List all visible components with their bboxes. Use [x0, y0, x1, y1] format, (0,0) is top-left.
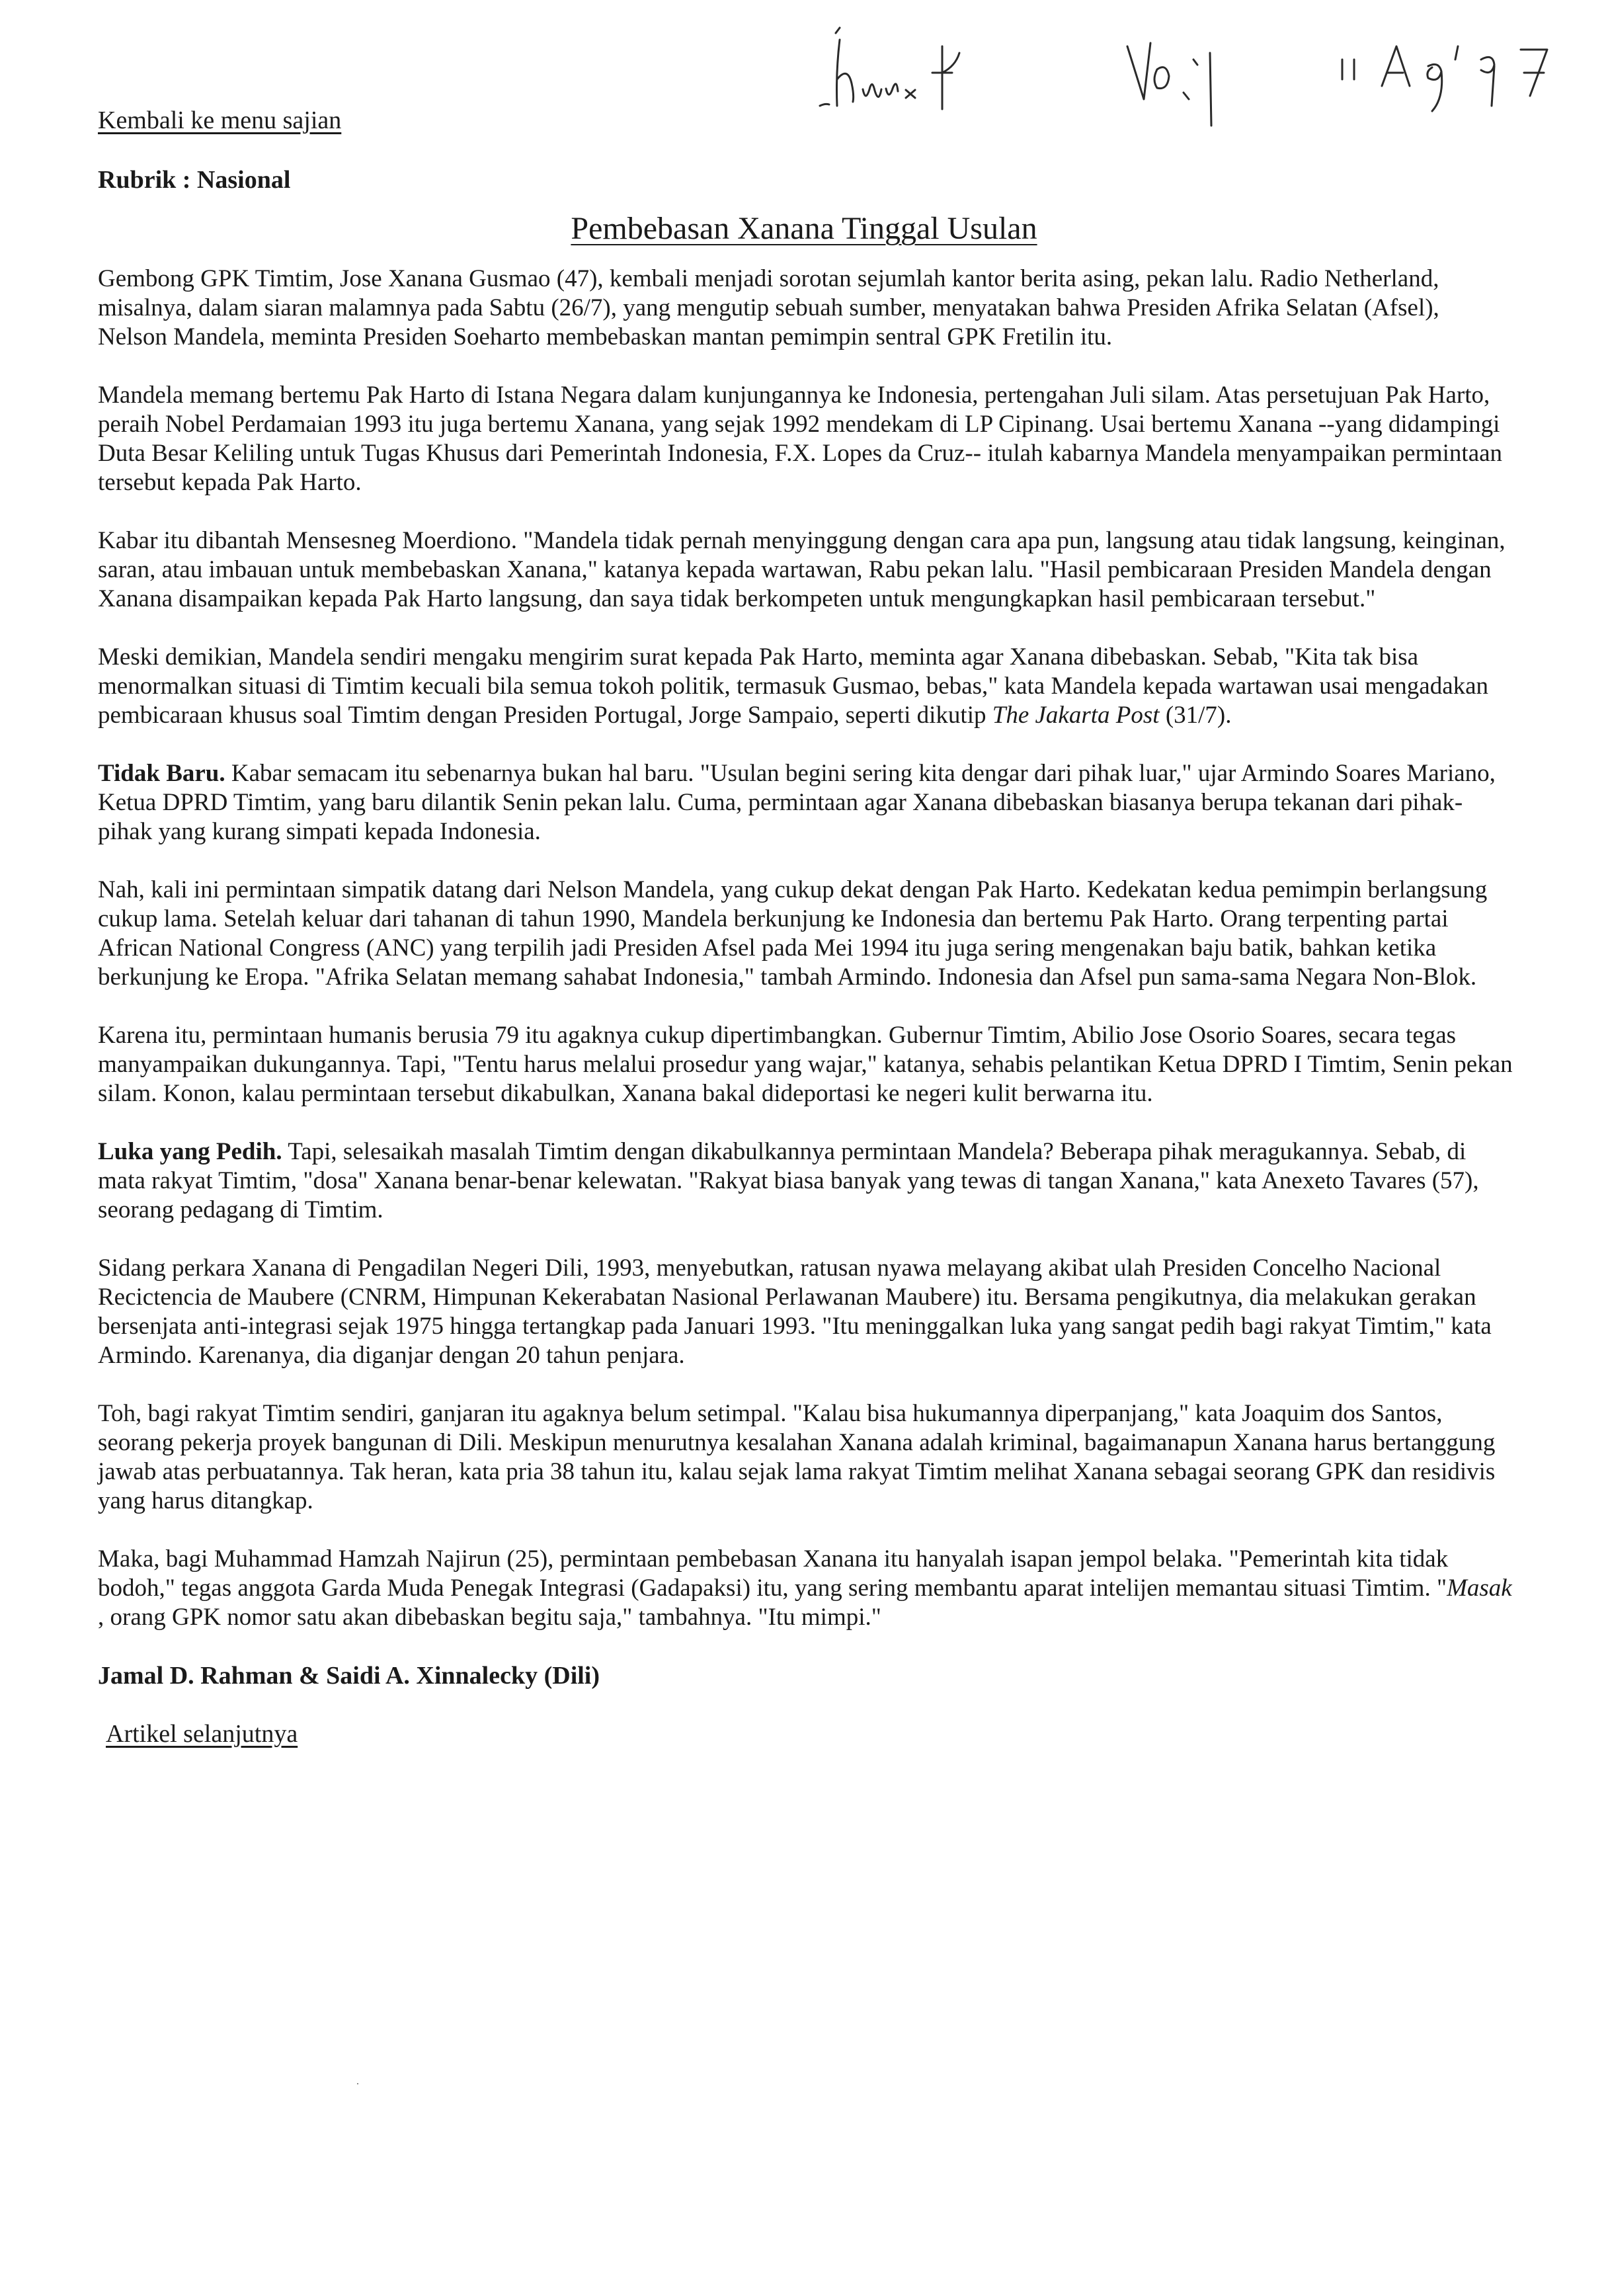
rubric-label: Rubrik : Nasional: [98, 166, 291, 194]
handwritten-note: [813, 20, 1574, 132]
article-paragraph: [98, 1137, 1513, 1225]
article-paragraph: [98, 1545, 1513, 1632]
article-title: Pembebasan Xanana Tinggal Usulan: [571, 211, 1037, 246]
article-paragraph: [98, 643, 1513, 730]
publication-name: The Jakarta Post: [992, 702, 1160, 729]
next-article-link[interactable]: Artikel selanjutnya: [106, 1720, 298, 1748]
article-body: [98, 265, 1513, 1749]
section-lead: Tidak Baru.: [98, 760, 225, 787]
paragraph-text: Kabar semacam itu sebenarnya bukan hal baru. "Usulan begini sering kita dengar dari pihak luar," ujar Armindo Soares Mariano, Ketua DPRD Timtim, yang baru dilantik Senin pekan lalu. Cuma, permintaan agar Xanana dibebaskan biasanya berupa tekanan dari pihak-pihak yang kurang simpati kepada Indonesia.: [98, 760, 1496, 845]
paragraph-text: Karena itu, permintaan humanis berusia 79 itu agaknya cukup dipertimbangkan. Gubernur Timtim, Abilio Jose Osorio Soares, secara tegas manyampaikan dukungannya. Tapi, "Tentu harus melalui prosedur yang wajar," katanya, sehabis pelantikan Ketua DPRD I Timtim, Senin pekan silam. Konon, kalau permintaan tersebut dikabulkan, Xanana bakal dideportasi ke negeri kulit berwarna itu.: [98, 1022, 1513, 1107]
article-paragraph: [98, 265, 1513, 352]
article-paragraph: [98, 1021, 1513, 1108]
article-paragraph: [98, 526, 1513, 614]
article-paragraph: [98, 1399, 1513, 1516]
paragraph-text: Sidang perkara Xanana di Pengadilan Negeri Dili, 1993, menyebutkan, ratusan nyawa melayang akibat ulah Presiden Concelho Nacional Recictencia de Maubere (CNRM, Himpunan Kekerabatan Nasional Perlawanan Maubere) itu. Bersama pengikutnya, dia melakukan gerakan bersenjata anti-integrasi sejak 1975 hingga tertangkap pada Januari 1993. "Itu meninggalkan luka yang sangat pedih bagi rakyat Timtim," kata Armindo. Karenanya, dia diganjar dengan 20 tahun penjara.: [98, 1254, 1492, 1369]
handwritten-note-drawing: [813, 20, 1574, 132]
paragraph-text: Toh, bagi rakyat Timtim sendiri, ganjaran itu agaknya belum setimpal. "Kalau bisa hukumannya diperpanjang," kata Joaquim dos Santos, seorang pekerja proyek bangunan di Dili. Meskipun menurutnya kesalahan Xanana adalah kriminal, bagaimanapun Xanana harus bertanggung jawab atas perbuatannya. Tak heran, kata pria 38 tahun itu, kalau sejak lama rakyat Timtim melihat Xanana sebagai seorang GPK dan residivis yang harus ditangkap.: [98, 1400, 1496, 1514]
paragraph-text: Nah, kali ini permintaan simpatik datang dari Nelson Mandela, yang cukup dekat dengan Pak Harto. Kedekatan kedua pemimpin berlangsung cukup lama. Setelah keluar dari tahanan di tahun 1990, Mandela berkunjung ke Indonesia dan bertemu Pak Harto. Orang terpenting partai African National Congress (ANC) yang terpilih jadi Presiden Afsel pada Mei 1994 itu juga sering mengenakan baju batik, bahkan ketika berkunjung ke Eropa. "Afrika Selatan memang sahabat Indonesia," tambah Armindo. Indonesia dan Afsel pun sama-sama Negara Non-Blok.: [98, 876, 1488, 991]
article-paragraph: [98, 1254, 1513, 1370]
paragraph-text: Mandela memang bertemu Pak Harto di Istana Negara dalam kunjungannya ke Indonesia, pertengahan Juli silam. Atas persetujuan Pak Harto, peraih Nobel Perdamaian 1993 itu juga bertemu Xanana, yang sejak 1992 mendekam di LP Cipinang. Usai bertemu Xanana --yang didampingi Duta Besar Keliling untuk Tugas Khusus dari Pemerintah Indonesia, F.X. Lopes da Cruz-- itulah kabarnya Mandela menyampaikan permintaan tersebut kepada Pak Harto.: [98, 382, 1503, 496]
back-to-menu-link[interactable]: Kembali ke menu sajian: [98, 106, 342, 134]
paragraph-text-tail: (31/7).: [1159, 702, 1232, 729]
emphasis-word: Masak: [1447, 1575, 1512, 1602]
paragraph-text: Maka, bagi Muhammad Hamzah Najirun (25), permintaan pembebasan Xanana itu hanyalah isapan jempol belaka. "Pemerintah kita tidak bodoh," tegas anggota Garda Muda Penegak Integrasi (Gadapaksi) itu, yang sering membantu aparat intelijen memantau situasi Timtim. ": [98, 1545, 1449, 1602]
byline: Jamal D. Rahman & Saidi A. Xinnalecky (Dili): [98, 1662, 600, 1690]
article-paragraph: [98, 381, 1513, 497]
scan-speck: [357, 2083, 358, 2084]
article-paragraph: [98, 759, 1513, 846]
paragraph-text: Meski demikian, Mandela sendiri mengaku mengirim surat kepada Pak Harto, meminta agar Xanana dibebaskan. Sebab, "Kita tak bisa menormalkan situasi di Timtim kecuali bila semua tokoh politik, termasuk Gusmao, bebas," kata Mandela kepada wartawan usai mengadakan pembicaraan khusus soal Timtim dengan Presiden Portugal, Jorge Sampaio, seperti dikutip: [98, 643, 1489, 729]
article-paragraph: [98, 876, 1513, 992]
paragraph-text: Gembong GPK Timtim, Jose Xanana Gusmao (47), kembali menjadi sorotan sejumlah kantor berita asing, pekan lalu. Radio Netherland, misalnya, dalam siaran malamnya pada Sabtu (26/7), yang mengutip sebuah sumber, menyatakan bahwa Presiden Afrika Selatan (Afsel), Nelson Mandela, meminta Presiden Soeharto membebaskan mantan pemimpin sentral GPK Fretilin itu.: [98, 265, 1439, 350]
section-lead: Luka yang Pedih.: [98, 1138, 282, 1165]
paragraph-text: Kabar itu dibantah Mensesneg Moerdiono. "Mandela tidak pernah menyinggung dengan cara apa pun, langsung atau tidak langsung, keinginan, saran, atau imbauan untuk membebaskan Xanana," katanya kepada wartawan, Rabu pekan lalu. "Hasil pembicaraan Presiden Mandela dengan Xanana disampaikan kepada Pak Harto langsung, dan saya tidak berkompeten untuk mengungkapkan hasil pembicaraan tersebut.": [98, 527, 1506, 612]
paragraph-text-tail: , orang GPK nomor satu akan dibebaskan begitu saja," tambahnya. "Itu mimpi.": [98, 1604, 881, 1631]
paragraph-text: Tapi, selesaikah masalah Timtim dengan dikabulkannya permintaan Mandela? Beberapa pihak meragukannya. Sebab, di mata rakyat Timtim, "dosa" Xanana benar-benar kelewatan. "Rakyat biasa banyak yang tewas di tangan Xanana," kata Anexeto Tavares (57), seorang pedagang di Timtim.: [98, 1138, 1479, 1223]
